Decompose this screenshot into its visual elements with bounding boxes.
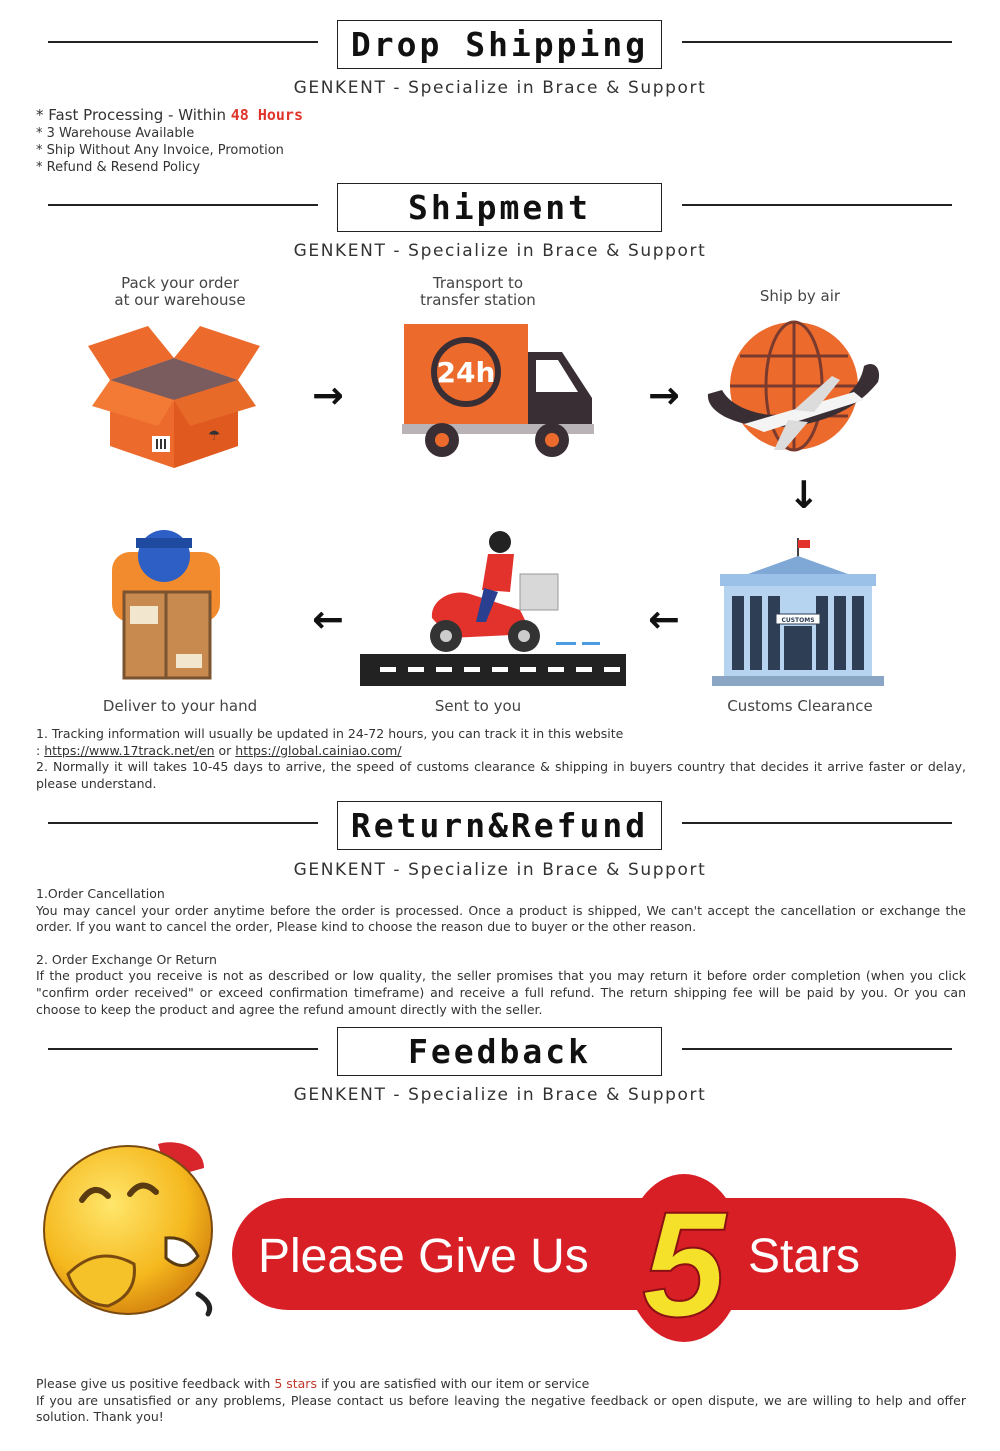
arrow-right-icon: → xyxy=(648,373,680,417)
smiley-emoji-icon xyxy=(38,1134,224,1318)
step-label-air: Ship by air xyxy=(759,287,841,305)
arrow-down-icon: ↓ xyxy=(788,473,820,517)
hours-highlight: 48 Hours xyxy=(230,106,303,124)
shipment-notes xyxy=(36,726,966,792)
divider-line xyxy=(48,1048,318,1050)
customs-building-icon xyxy=(708,538,888,688)
bullet-refund: * Refund & Resend Policy xyxy=(36,160,201,175)
feedback-header xyxy=(0,1027,1000,1077)
divider-line xyxy=(682,1048,952,1050)
step-label-customs: Customs Clearance xyxy=(727,697,873,715)
svg-text:Please Give Us: Please Give Us xyxy=(258,1230,589,1283)
courier-icon xyxy=(106,528,226,680)
divider-line xyxy=(682,204,952,206)
arrow-right-icon: → xyxy=(312,373,344,417)
tagline: GENKENT - Specialize in Brace & Support xyxy=(293,241,707,261)
section-title: Drop Shipping xyxy=(337,20,662,69)
tagline: GENKENT - Specialize in Brace & Support xyxy=(293,78,707,98)
svg-text:Stars: Stars xyxy=(748,1230,861,1283)
section-title: Feedback xyxy=(337,1027,662,1076)
return-refund-body xyxy=(36,886,966,1018)
cancellation-heading: 1.Order Cancellation xyxy=(36,886,165,901)
tracking-links: : https://www.17track.net/en or https://global.cainiao.com/ xyxy=(36,742,402,758)
divider-line xyxy=(682,822,952,824)
shipment-header xyxy=(0,183,1000,233)
divider-line xyxy=(48,41,318,43)
box-icon xyxy=(88,318,260,470)
scooter-icon xyxy=(360,530,628,688)
number-five: 5 xyxy=(642,1180,726,1348)
svg-text:24h: 24h xyxy=(436,356,496,389)
bullet-invoice: * Ship Without Any Invoice, Promotion xyxy=(36,143,284,158)
section-title: Return&Refund xyxy=(337,801,662,850)
drop-shipping-header xyxy=(0,20,1000,70)
tracking-note: 1. Tracking information will usually be updated in 24-72 hours, you can track it in this website xyxy=(36,726,624,741)
divider-line xyxy=(48,822,318,824)
step-label-pack: Pack your order at our warehouse xyxy=(114,274,246,309)
link-17track[interactable]: https://www.17track.net/en xyxy=(44,742,215,758)
globe-plane-icon xyxy=(704,320,882,462)
feedback-line-2: If you are unsatisfied or any problems, Please contact us before leaving the negative feedback or open dispute, we are willing to help and offer solution. Thank you! xyxy=(36,1392,966,1425)
arrow-left-icon: ← xyxy=(648,597,680,641)
cancellation-text: You may cancel your order anytime before the order is processed. Once a product is shipped, We can't accept the cancellation or exchange the order. If you want to cancel the order, Please kind to choose the reason due to buyer or the other reason. xyxy=(36,902,966,935)
step-label-transport: Transport to transfer station xyxy=(420,274,536,309)
divider-line xyxy=(48,204,318,206)
section-title: Shipment xyxy=(337,183,662,232)
bullet-warehouse: * 3 Warehouse Available xyxy=(36,126,195,141)
drop-shipping-bullets xyxy=(36,105,303,176)
svg-text:☂: ☂ xyxy=(208,428,221,444)
link-cainiao[interactable]: https://global.cainiao.com/ xyxy=(235,742,402,758)
divider-line xyxy=(682,41,952,43)
exchange-text: If the product you receive is not as described or low quality, the seller promises that you may return it before order completion (when you click "confirm order received" or exceed confirmation timeframe) and receive a full refund. The return shipping fee will be paid by you. Or you can choose to keep the product and agree the refund amount directly with the seller. xyxy=(36,968,966,1017)
delivery-time-note: 2. Normally it will takes 10-45 days to arrive, the speed of customs clearance & shipping in buyers country that decides it arrive faster or delay, please understand. xyxy=(36,759,966,791)
return-refund-header xyxy=(0,801,1000,851)
five-stars-banner xyxy=(232,1168,958,1348)
five-stars-highlight: 5 stars xyxy=(274,1376,317,1391)
bullet-fast-processing: * Fast Processing - Within 48 Hours xyxy=(36,106,303,124)
feedback-line-1: Please give us positive feedback with 5 stars if you are satisfied with our item or service xyxy=(36,1376,590,1391)
step-label-deliver: Deliver to your hand xyxy=(102,697,258,715)
truck-icon xyxy=(402,322,596,460)
arrow-left-icon: ← xyxy=(312,597,344,641)
exchange-heading: 2. Order Exchange Or Return xyxy=(36,951,217,967)
tagline: GENKENT - Specialize in Brace & Support xyxy=(293,1085,707,1105)
tagline: GENKENT - Specialize in Brace & Support xyxy=(293,860,707,880)
svg-text:CUSTOMS: CUSTOMS xyxy=(781,617,815,624)
feedback-text xyxy=(36,1376,966,1426)
step-label-sent: Sent to you xyxy=(434,697,522,715)
